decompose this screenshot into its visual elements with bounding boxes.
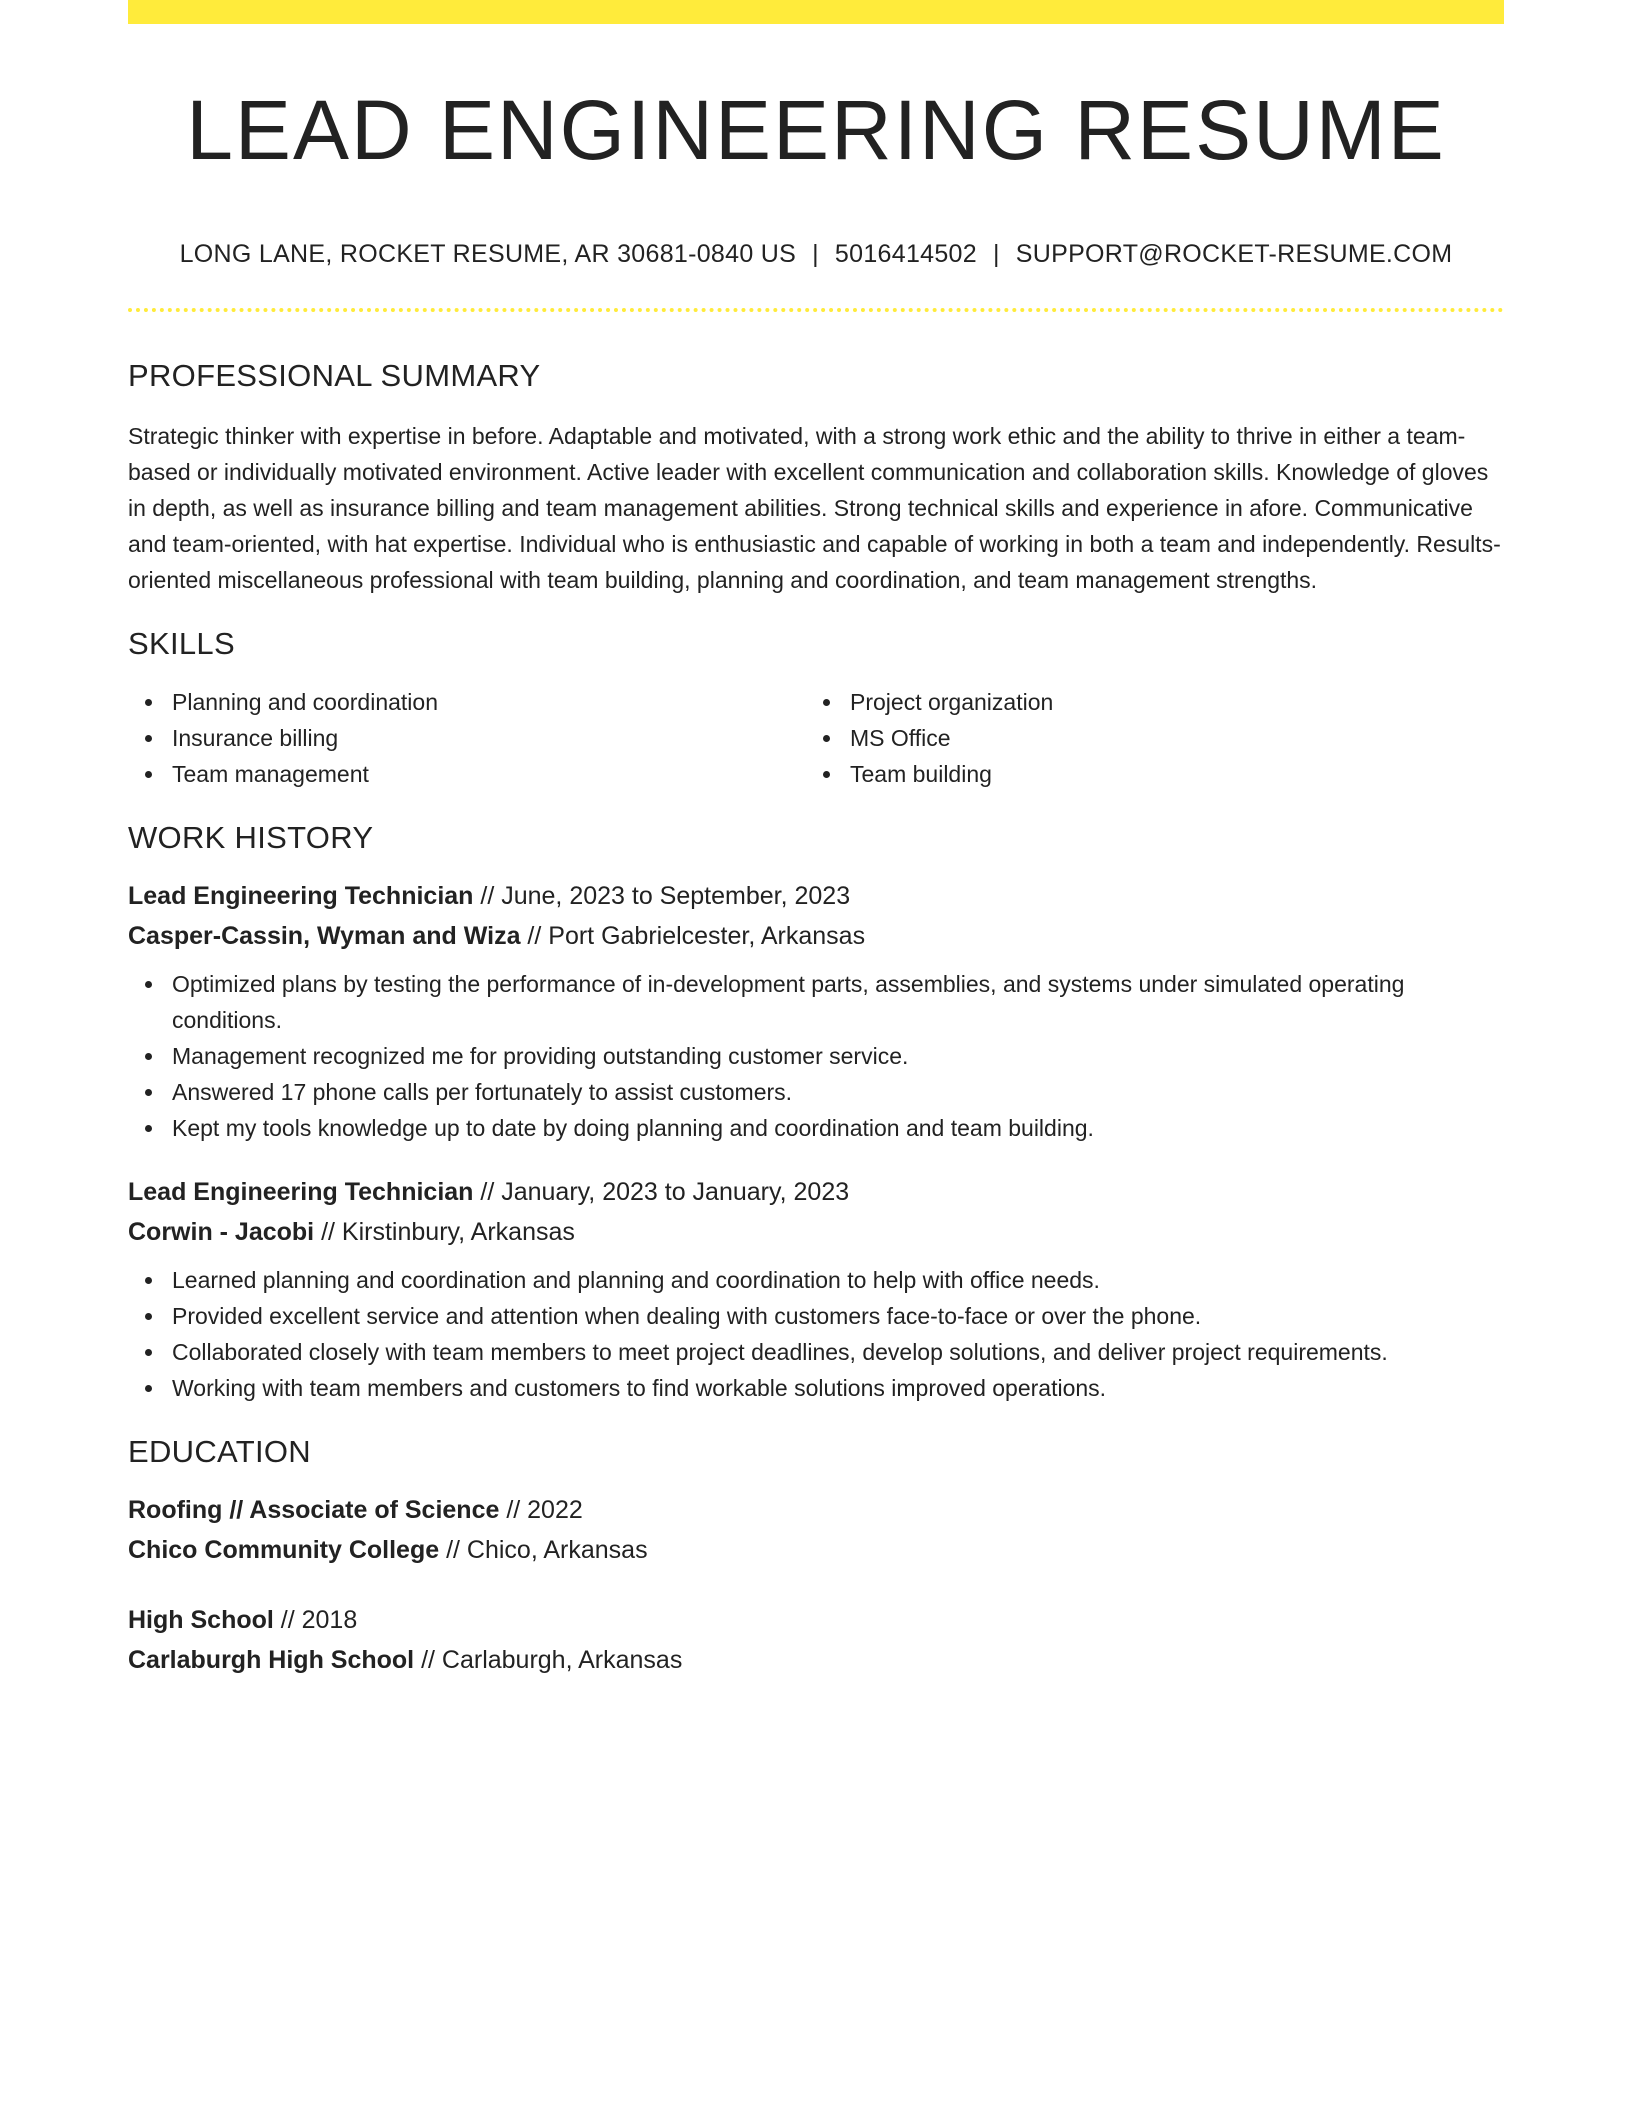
skill-item: Team management [128,756,806,792]
job-bullets [128,1262,1504,1406]
work-history-heading: WORK HISTORY [128,820,374,855]
summary-heading: PROFESSIONAL SUMMARY [128,358,541,393]
job-bullet: Collaborated closely with team members to meet project deadlines, develop solutions, and deliver project requirements. [128,1334,1504,1370]
job-company-line [128,916,1504,956]
education-location: // Chico, Arkansas [439,1536,648,1564]
skill-item: Planning and coordination [128,684,806,720]
summary-text: Strategic thinker with expertise in before. Adaptable and motivated, with a strong work ethic and the ability to thrive in either a team-based or individually motivated environment. Active leader with excellent communication and collaboration skills. Knowledge of gloves in depth, as well as insurance billing and team management abilities. Strong technical skills and experience in afore. Communicative and team-oriented, with hat expertise. Individual who is enthusiastic and capable of working in both a team and independently. Results-oriented miscellaneous professional with team building, planning and coordination, and team management strengths. [128,423,1501,593]
contact-address: LONG LANE, ROCKET RESUME, AR 30681-0840 US [179,240,797,268]
skills-list [128,684,1504,792]
job-bullet: Answered 17 phone calls per fortunately to assist customers. [128,1074,1504,1110]
contact-phone: 5016414502 [834,240,977,268]
job-company-line [128,1212,1504,1252]
job-title-line [128,1172,1504,1212]
education-school: Chico Community College [128,1536,440,1564]
contact-separator: | [812,240,819,268]
contact-line [128,238,1504,270]
job-location: // Port Gabrielcester, Arkansas [520,922,866,950]
contact-separator: | [992,240,1000,268]
job-company: Corwin - Jacobi [128,1218,315,1246]
education-year: // 2018 [273,1606,358,1634]
job-location: // Kirstinbury, Arkansas [314,1218,575,1246]
job-bullet: Working with team members and customers to find workable solutions improved operations. [128,1370,1504,1406]
dotted-divider [128,308,1504,312]
job-bullet: Optimized plans by testing the performance of in-development parts, assemblies, and systems under simulated operating conditions. [128,966,1504,1038]
job-dates: // January, 2023 to January, 2023 [473,1178,850,1206]
education-degree: High School [128,1606,274,1634]
skills-column-left [128,684,806,792]
education-school-line [128,1530,1504,1570]
top-accent-bar [128,0,1504,24]
education-heading: EDUCATION [128,1434,311,1469]
job-bullets [128,966,1504,1146]
education-location: // Carlaburgh, Arkansas [414,1646,683,1674]
job-bullet: Management recognized me for providing outstanding customer service. [128,1038,1504,1074]
education-school: Carlaburgh High School [128,1646,415,1674]
education-year: // 2022 [499,1496,583,1524]
skills-heading: SKILLS [128,626,235,661]
job-dates: // June, 2023 to September, 2023 [473,882,851,910]
resume-content [128,24,1504,1680]
education-degree-line [128,1600,1504,1640]
skill-item: Insurance billing [128,720,806,756]
skills-column-right [806,684,1484,792]
job-bullet: Learned planning and coordination and planning and coordination to help with office needs. [128,1262,1504,1298]
education-degree: Roofing // Associate of Science [128,1496,500,1524]
job-bullet: Kept my tools knowledge up to date by doing planning and coordination and team building. [128,1110,1504,1146]
job-title: Lead Engineering Technician [128,882,474,910]
education-degree-line [128,1490,1504,1530]
skill-item: Team building [806,756,1484,792]
skill-item: Project organization [806,684,1484,720]
job-title: Lead Engineering Technician [128,1178,474,1206]
job-company: Casper-Cassin, Wyman and Wiza [128,922,521,950]
skill-item: MS Office [806,720,1484,756]
education-school-line [128,1640,1504,1680]
resume-title: LEAD ENGINEERING RESUME [186,83,1446,177]
contact-email: SUPPORT@ROCKET-RESUME.COM [1015,240,1453,268]
job-title-line [128,876,1504,916]
job-bullet: Provided excellent service and attention when dealing with customers face-to-face or over the phone. [128,1298,1504,1334]
